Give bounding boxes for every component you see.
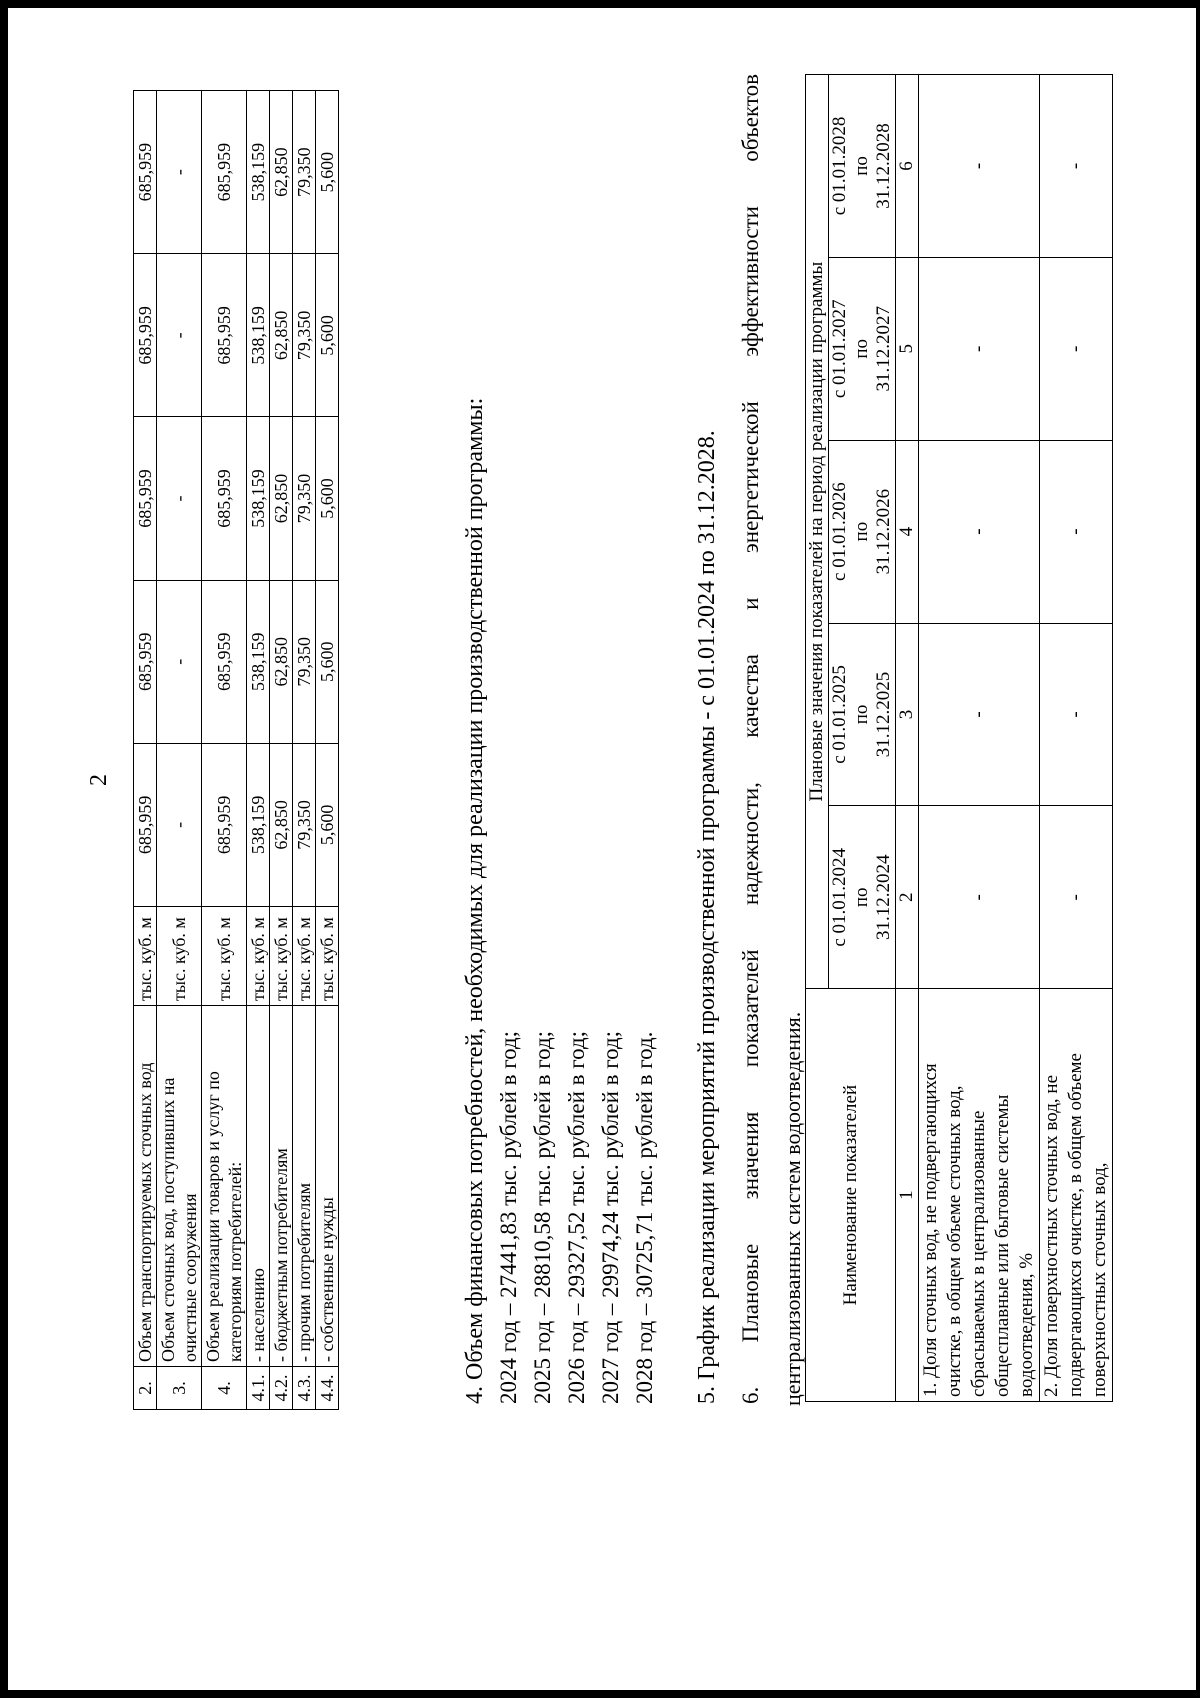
financial-item: 2025 год – 28810,58 тыс. рублей в год; — [530, 1030, 555, 1404]
period-from: с 01.01.2026 — [829, 482, 850, 581]
row-name: Объем реализации товаров и услуг по категориям потребителей: — [202, 1006, 247, 1367]
row-value: 685,959 — [134, 254, 157, 417]
row-value: 538,159 — [247, 743, 270, 906]
column-number: 3 — [896, 623, 919, 806]
row-value: 685,959 — [202, 743, 247, 906]
financial-needs-section — [458, 398, 662, 1404]
row-value: 685,959 — [202, 254, 247, 417]
row-number: 4. — [202, 1367, 247, 1410]
period-from: с 01.01.2027 — [829, 299, 850, 399]
indicator-value: - — [919, 623, 1040, 806]
indicator-value: - — [1040, 440, 1113, 623]
period-header — [829, 257, 896, 440]
row-number: 4.3. — [293, 1367, 316, 1410]
row-value: - — [157, 743, 202, 906]
period-header — [829, 75, 896, 258]
row-value: 79,350 — [293, 417, 316, 580]
row-value: 538,159 — [247, 254, 270, 417]
period-to: 31.12.2025 — [873, 671, 894, 758]
table-row — [202, 91, 247, 1410]
indicator-value: - — [1040, 75, 1113, 258]
period-to: 31.12.2026 — [873, 488, 894, 575]
table-row — [1040, 75, 1113, 1402]
row-number: 3. — [157, 1367, 202, 1410]
table-row — [316, 91, 339, 1410]
table-row — [247, 91, 270, 1410]
row-value: 685,959 — [134, 580, 157, 743]
column-number: 2 — [896, 806, 919, 989]
indicator-value: - — [919, 75, 1040, 258]
row-value: 685,959 — [202, 417, 247, 580]
indicator-value: - — [919, 440, 1040, 623]
financial-item: 2027 год – 29974,24 тыс. рублей в год; — [598, 1030, 623, 1404]
row-value: 62,850 — [270, 743, 293, 906]
column-number: 5 — [896, 257, 919, 440]
row-value: 62,850 — [270, 91, 293, 254]
financial-item: 2028 год – 30725,71 тыс. рублей в год. — [632, 1031, 657, 1404]
indicator-value: - — [1040, 806, 1113, 989]
period-po: по — [851, 521, 872, 542]
row-value: 5,600 — [316, 417, 339, 580]
page-number: 2 — [86, 774, 112, 786]
group-header: Плановые значения показателей на период реализации программы — [806, 75, 829, 989]
financial-item: 2026 год – 29327,52 тыс. рублей в год; — [564, 1030, 589, 1404]
row-value: - — [157, 91, 202, 254]
rotated-content — [8, 8, 1196, 1690]
row-name: Объем транспортируемых сточных вод — [134, 1006, 157, 1367]
row-value: - — [157, 417, 202, 580]
indicators-table — [805, 74, 1113, 1402]
row-unit: тыс. куб. м — [157, 907, 202, 1006]
row-value: 685,959 — [134, 743, 157, 906]
row-number: 4.1. — [247, 1367, 270, 1410]
row-value: 685,959 — [134, 91, 157, 254]
table-row — [157, 91, 202, 1410]
column-number: 1 — [896, 989, 919, 1402]
row-value: 538,159 — [247, 580, 270, 743]
period-po: по — [851, 156, 872, 176]
financial-item: 2024 год – 27441,83 тыс. рублей в год; — [496, 1030, 521, 1404]
table-row — [134, 91, 157, 1410]
period-header — [829, 440, 896, 623]
period-from: с 01.01.2024 — [829, 847, 850, 947]
row-value: - — [157, 580, 202, 743]
row-unit: тыс. куб. м — [202, 907, 247, 1006]
row-number: 4.4. — [316, 1367, 339, 1410]
volumes-table — [133, 90, 339, 1410]
row-unit: тыс. куб. м — [270, 907, 293, 1006]
row-name: - населению — [247, 1006, 270, 1367]
row-unit: тыс. куб. м — [247, 907, 270, 1006]
name-header: Наименование показателей — [806, 989, 896, 1402]
indicator-value: - — [919, 257, 1040, 440]
schedule-section: 5. График реализации мероприятий производственной программы - с 01.01.2024 по 31.12.2028. — [694, 430, 720, 1404]
period-po: по — [851, 704, 872, 725]
row-value: 79,350 — [293, 254, 316, 417]
period-from: с 01.01.2025 — [829, 665, 850, 764]
row-value: 79,350 — [293, 91, 316, 254]
period-from: с 01.01.2028 — [829, 116, 850, 216]
row-value: 685,959 — [202, 580, 247, 743]
column-number: 6 — [896, 75, 919, 258]
row-value: 62,850 — [270, 254, 293, 417]
row-value: 5,600 — [316, 743, 339, 906]
period-header — [829, 623, 896, 806]
period-to: 31.12.2028 — [873, 123, 894, 209]
financial-needs-title: 4. Объем финансовых потребностей, необходимых для реализации производственной программы: — [462, 397, 488, 1404]
row-name: - прочим потребителям — [293, 1006, 316, 1367]
indicator-value: - — [919, 806, 1040, 989]
scanned-page — [8, 8, 1196, 1690]
row-value: 685,959 — [134, 417, 157, 580]
column-number: 4 — [896, 440, 919, 623]
row-unit: тыс. куб. м — [293, 907, 316, 1006]
table-row — [293, 91, 316, 1410]
row-value: 79,350 — [293, 580, 316, 743]
row-name: - бюджетным потребителям — [270, 1006, 293, 1367]
row-name: - собственные нужды — [316, 1006, 339, 1367]
row-value: 5,600 — [316, 254, 339, 417]
row-unit: тыс. куб. м — [134, 907, 157, 1006]
period-to: 31.12.2027 — [873, 306, 894, 392]
row-value: - — [157, 254, 202, 417]
row-value: 538,159 — [247, 417, 270, 580]
indicator-name: 1. Доля сточных вод, не подвергающихся очистке, в общем объеме сточных вод, сбрасываемых в централизованные общесплавные или бытовые системы водоотведения, % — [919, 989, 1040, 1402]
indicators-section-title: 6. Плановые значения показателей надежности, качества и энергетической эффективности объектов — [738, 74, 763, 1404]
indicator-name: 2. Доля поверхностных сточных вод, не подвергающихся очистке, в общем объеме поверхностных сточных вод, — [1040, 989, 1113, 1402]
row-value: 5,600 — [316, 580, 339, 743]
indicator-value: - — [1040, 623, 1113, 806]
period-to: 31.12.2024 — [873, 854, 894, 941]
row-number: 2. — [134, 1367, 157, 1410]
row-number: 4.2. — [270, 1367, 293, 1410]
table-row — [919, 75, 1040, 1402]
row-value: 62,850 — [270, 417, 293, 580]
row-value: 5,600 — [316, 91, 339, 254]
period-header — [829, 806, 896, 989]
row-value: 79,350 — [293, 743, 316, 906]
row-value: 685,959 — [202, 91, 247, 254]
row-name: Объем сточных вод, поступивших на очистные сооружения — [157, 1006, 202, 1367]
period-po: по — [851, 338, 872, 359]
table-row — [270, 91, 293, 1410]
row-value: 62,850 — [270, 580, 293, 743]
indicators-section-title-cont: централизованных систем водоотведения. — [780, 1011, 805, 1406]
period-po: по — [851, 887, 872, 908]
indicator-value: - — [1040, 257, 1113, 440]
row-unit: тыс. куб. м — [316, 907, 339, 1006]
row-value: 538,159 — [247, 91, 270, 254]
